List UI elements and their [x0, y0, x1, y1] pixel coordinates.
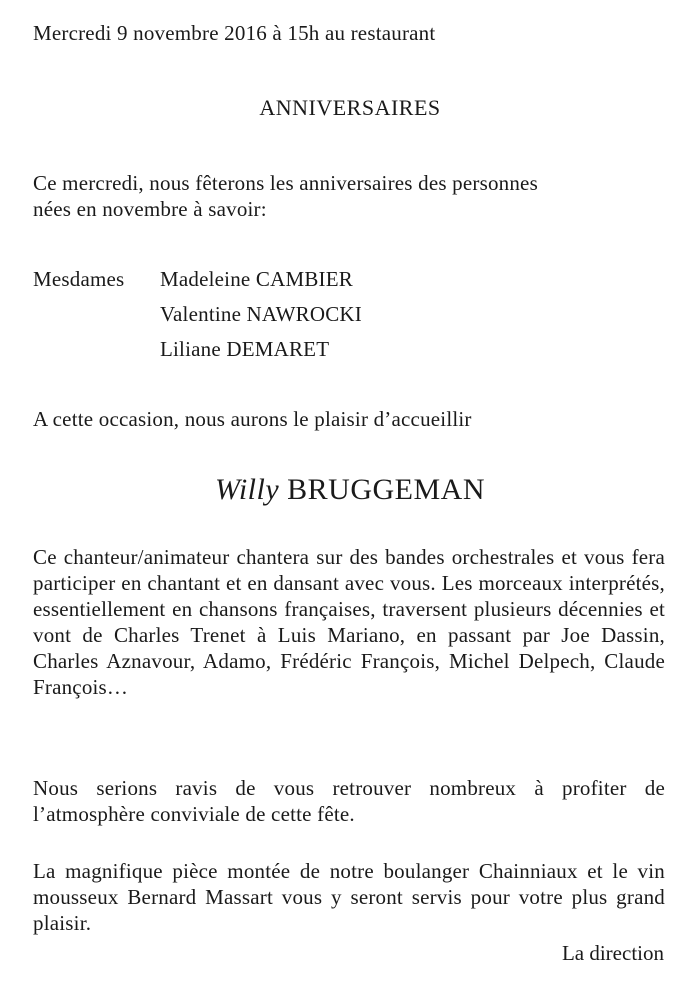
welcome-line: A cette occasion, nous aurons le plaisir d’accueillir	[33, 407, 472, 431]
guest-last-name: BRUGGEMAN	[287, 473, 485, 506]
closing-paragraph: La magnifique pièce montée de notre boulanger Chainniaux et le vin mousseux Bernard Massart vous y seront servis pour votre plus grand plaisir.	[33, 859, 665, 935]
description-paragraph: Ce chanteur/animateur chantera sur des bandes orchestrales et vous fera participer en chantant et en dansant avec vous. Les morceaux interprétés, essentiellement en chansons françaises, traversent plusieurs décennies et vont de Charles Trenet à Luis Mariano, en passant par Joe Dassin, Charles Aznavour, Adamo, Frédéric François, Michel Delpech, Claude François…	[33, 545, 665, 699]
guest-name	[0, 473, 700, 507]
date-line: Mercredi 9 novembre 2016 à 15h au restaurant	[33, 21, 436, 45]
birthday-prefix: Mesdames	[33, 267, 125, 291]
birthday-name: Liliane DEMARET	[160, 337, 330, 361]
birthday-name: Madeleine CAMBIER	[160, 267, 353, 291]
guest-first-name: Willy	[214, 473, 280, 506]
intro-line-2: nées en novembre à savoir:	[33, 197, 267, 221]
page-title: ANNIVERSAIRES	[259, 95, 441, 120]
invitation-paragraph: Nous serions ravis de vous retrouver nombreux à profiter de l’atmosphère conviviale de cette fête.	[33, 776, 665, 826]
intro-line-1: Ce mercredi, nous fêterons les anniversaires des personnes	[33, 171, 538, 195]
birthday-name: Valentine NAWROCKI	[160, 302, 362, 326]
signature: La direction	[561, 941, 664, 965]
